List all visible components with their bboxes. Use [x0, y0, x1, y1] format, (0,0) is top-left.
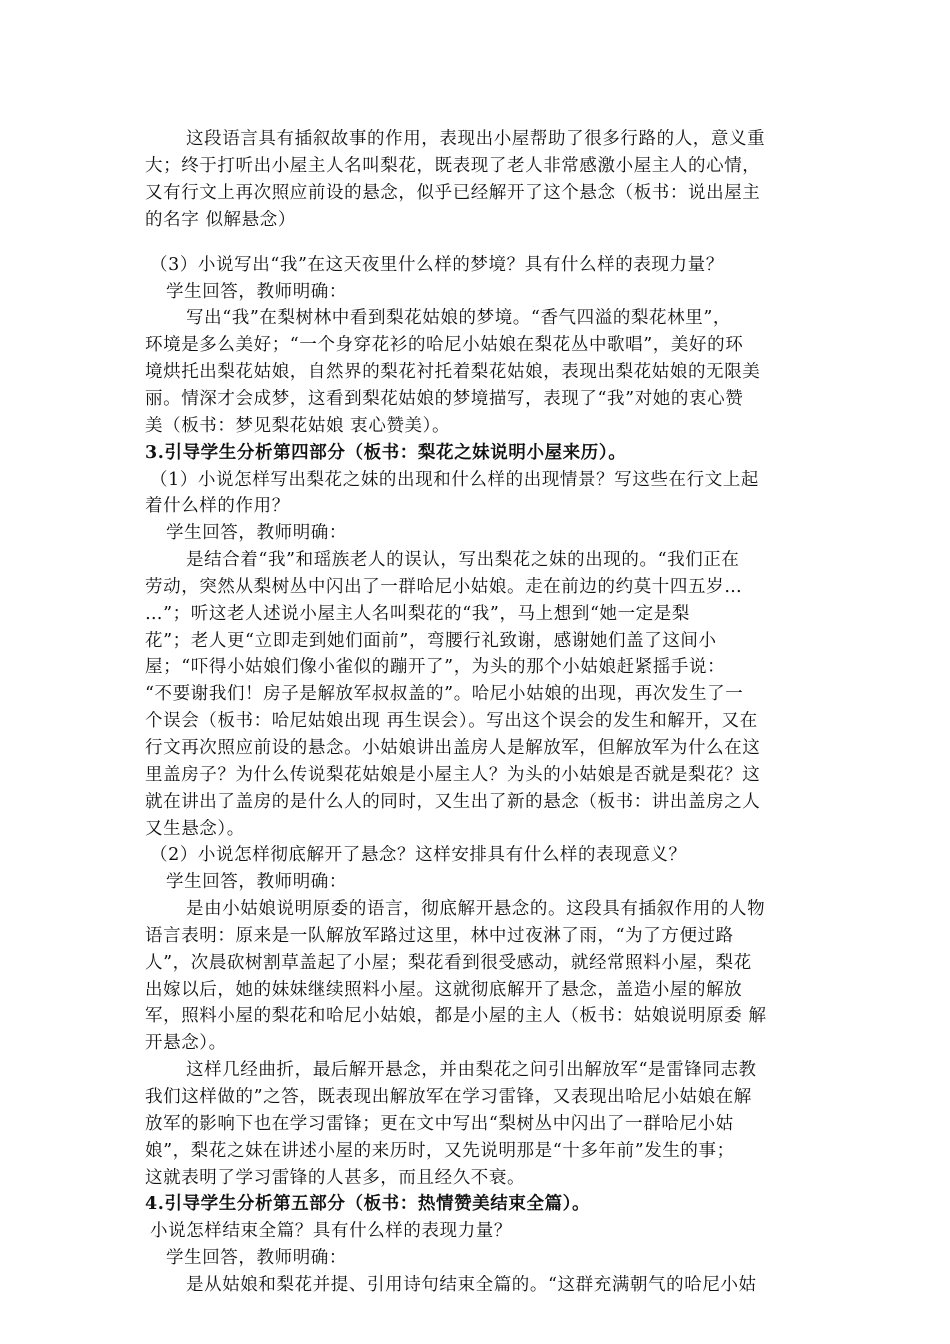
text-line: 军，照料小屋的梨花和哈尼小姑娘，都是小屋的主人（板书：姑娘说明原委 解: [145, 1006, 767, 1026]
text-line: 就在讲出了盖房的是什么人的同时，又生出了新的悬念（板书：讲出盖房之人: [145, 792, 761, 812]
text-line: 出嫁以后，她的妹妹继续照料小屋。这就彻底解开了悬念，盖造小屋的解放: [145, 980, 743, 1000]
text-line: …”；听这老人述说小屋主人名叫梨花的“我”，马上想到“她一定是梨: [145, 604, 690, 624]
answer-intro: 学生回答，教师明确：: [166, 523, 347, 543]
answer-intro: 学生回答，教师明确：: [166, 872, 347, 892]
text-line: 屋；“吓得小姑娘们像小雀似的蹦开了”，为头的那个小姑娘赶紧摇手说：: [145, 657, 726, 677]
text-line: 是从姑娘和梨花并提、引用诗句结束全篇的。“这群充满朝气的哈尼小姑: [186, 1275, 757, 1295]
question-line: （1）小说怎样写出梨花之妹的出现和什么样的出现情景？写这些在行文上起: [150, 470, 760, 490]
text-line: 境烘托出梨花姑娘，自然界的梨花衬托着梨花姑娘，表现出梨花姑娘的无限美: [145, 362, 761, 382]
text-line: 里盖房子？为什么传说梨花姑娘是小屋主人？为头的小姑娘是否就是梨花？这: [145, 765, 761, 785]
text-line: 环境是多么美好；“一个身穿花衫的哈尼小姑娘在梨花丛中歌唱”，美好的环: [145, 335, 744, 355]
text-line: 又生悬念）。: [145, 819, 245, 839]
text-line: 放军的影响下也在学习雷锋；更在文中写出“梨树丛中闪出了一群哈尼小姑: [145, 1114, 734, 1134]
text-line: 丽。情深才会成梦，这看到梨花姑娘的梦境描写，表现了“我”对她的衷心赞: [145, 389, 744, 409]
text-line: 又有行文上再次照应前设的悬念，似乎已经解开了这个悬念（板书：说出屋主: [145, 183, 761, 203]
text-line: 我们这样做的”之答，既表现出解放军在学习雷锋，又表现出哈尼小姑娘在解: [145, 1087, 752, 1107]
text-line: 写出“我”在梨树林中看到梨花姑娘的梦境。“香气四溢的梨花林里”，: [186, 308, 731, 328]
answer-intro: 学生回答，教师明确：: [166, 1248, 347, 1268]
text-line: “不要谢我们！房子是解放军叔叔盖的”。哈尼小姑娘的出现，再次发生了一: [145, 684, 744, 704]
text-line: 这段语言具有插叙故事的作用，表现出小屋帮助了很多行路的人，意义重: [186, 129, 766, 149]
text-line: 劳动，突然从梨树丛中闪出了一群哈尼小姑娘。走在前边的约莫十四五岁…: [145, 577, 743, 597]
text-line: 这样几经曲折，最后解开悬念，并由梨花之问引出解放军“是雷锋同志教: [186, 1060, 757, 1080]
text-line: 的名字 似解悬念）: [145, 210, 296, 230]
text-line: 大；终于打听出小屋主人名叫梨花，既表现了老人非常感激小屋主人的心情，: [145, 156, 761, 176]
text-line: 是结合着“我”和瑶族老人的误认，写出梨花之妹的出现的。“我们正在: [186, 550, 740, 570]
text-line: 人”，次晨砍树割草盖起了小屋；梨花看到很受感动，就经常照料小屋，梨花: [145, 953, 752, 973]
text-line: 语言表明：原来是一队解放军路过这里，林中过夜淋了雨，“为了方便过路: [145, 926, 734, 946]
question-line: （3）小说写出“我”在这天夜里什么样的梦境？具有什么样的表现力量？: [150, 255, 724, 275]
section-heading: 3.引导学生分析第四部分（板书：梨花之妹说明小屋来历）。: [145, 443, 627, 463]
text-line: 是由小姑娘说明原委的语言，彻底解开悬念的。这段具有插叙作用的人物: [186, 899, 766, 919]
answer-intro: 学生回答，教师明确：: [166, 282, 347, 302]
text-line: 美（板书：梦见梨花姑娘 衷心赞美）。: [145, 416, 451, 436]
text-line: 花”；老人更“立即走到她们面前”，弯腰行礼致谢，感谢她们盖了这间小: [145, 631, 717, 651]
text-line: 这就表明了学习雷锋的人甚多，而且经久不衰。: [145, 1168, 526, 1188]
question-line: 小说怎样结束全篇？具有什么样的表现力量？: [150, 1221, 512, 1241]
text-line: 着什么样的作用？: [145, 496, 290, 516]
text-line: 个误会（板书：哈尼姑娘出现 再生误会）。写出这个误会的发生和解开，又在: [145, 711, 758, 731]
text-line: 行文再次照应前设的悬念。小姑娘讲出盖房人是解放军，但解放军为什么在这: [145, 738, 761, 758]
question-line: （2）小说怎样彻底解开了悬念？这样安排具有什么样的表现意义？: [150, 845, 687, 865]
text-line: 开悬念）。: [145, 1033, 227, 1053]
text-line: 娘”，梨花之妹在讲述小屋的来历时，又先说明那是“十多年前”发生的事；: [145, 1141, 735, 1161]
section-heading: 4.引导学生分析第五部分（板书：热情赞美结束全篇）。: [145, 1194, 591, 1214]
